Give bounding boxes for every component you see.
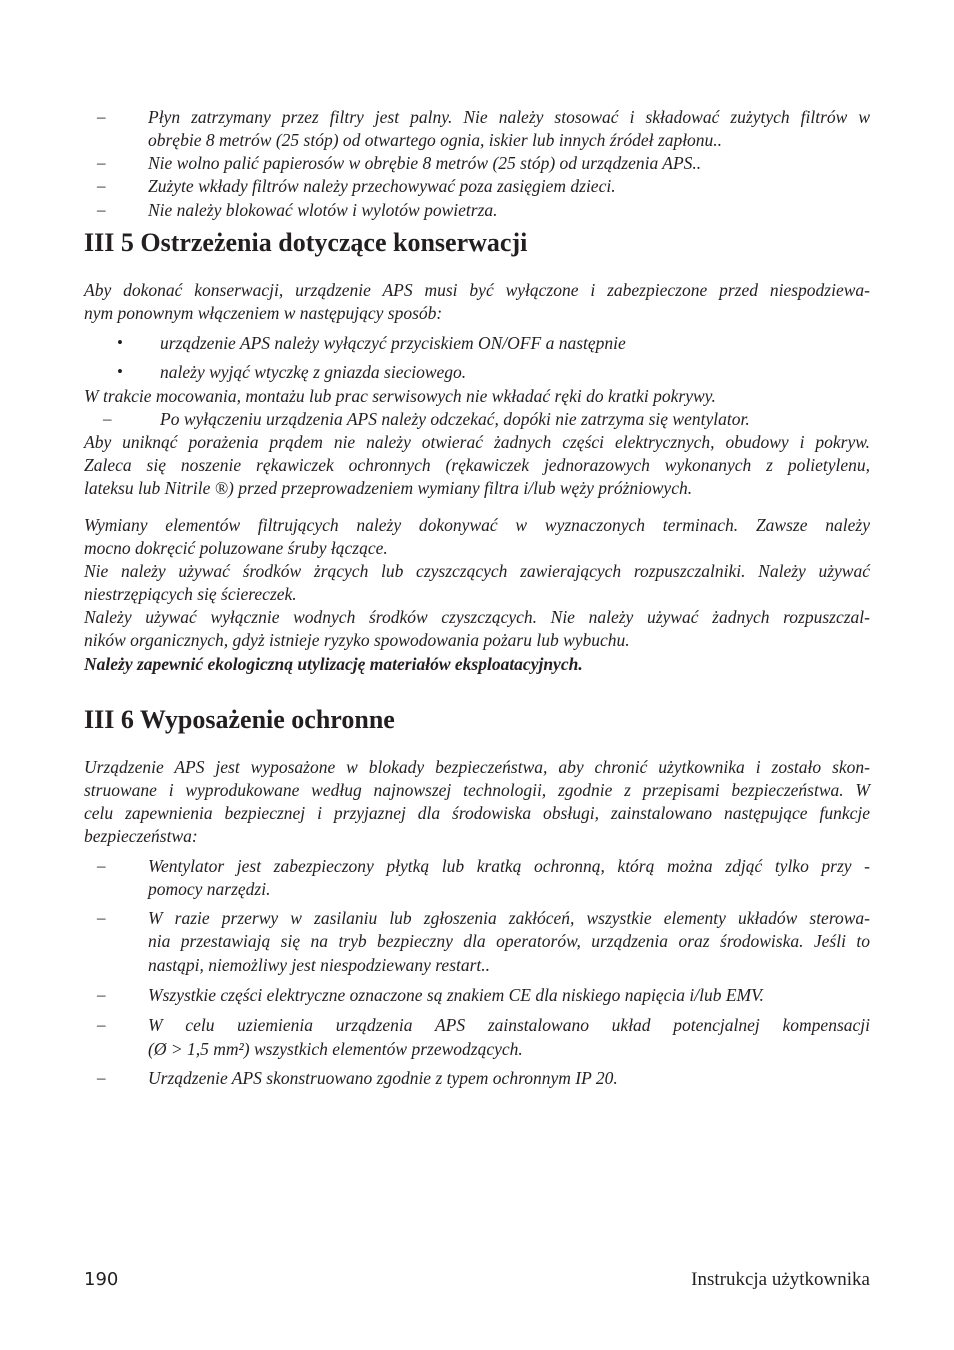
paragraph-line: mocno dokręcić poluzowane śruby łączące. — [84, 538, 388, 558]
paragraph-line: lateksu lub Nitrile ®) przed przeprowadzeniem wymiany filtra i/lub węży próżniowych. — [84, 478, 693, 498]
dash-marker-icon: – — [97, 153, 106, 172]
dash-item-line: nastąpi, niemożliwy jest niespodziewany restart.. — [148, 955, 491, 975]
dash-marker-icon: – — [97, 1015, 106, 1034]
dash-item-line: (Ø > 1,5 mm²) wszystkich elementów przewodzących. — [148, 1039, 523, 1059]
dash-marker-icon: – — [97, 1068, 106, 1087]
paragraph-line: Aby dokonać konserwacji, urządzenie APS musi być wyłączone i zabezpieczone przed niespodziewa- — [84, 280, 870, 300]
dash-item-line: obrębie 8 metrów (25 stóp) od otwartego ognia, iskier lub innych źródeł zapłonu.. — [148, 130, 723, 150]
dash-item-line: Płyn zatrzymany przez filtry jest palny. Nie należy stosować i składować zużytych filtrów w — [148, 107, 870, 127]
paragraph-line: niestrzępiących się ściereczek. — [84, 584, 297, 604]
paragraph-line: W trakcie mocowania, montażu lub prac serwisowych nie wkładać ręki do kratki pokrywy. — [84, 386, 716, 406]
dash-item-line: pomocy narzędzi. — [148, 879, 271, 899]
paragraph-line: Zaleca się noszenie rękawiczek ochronnych (rękawiczek jednorazowych wykonanych z polietylenu, — [84, 455, 870, 475]
dash-item-line: Zużyte wkłady filtrów należy przechowywać poza zasięgiem dzieci. — [148, 176, 616, 196]
dash-marker-icon: – — [97, 176, 106, 195]
bullet-marker-icon: • — [117, 362, 123, 381]
dash-marker-icon: – — [97, 856, 106, 875]
dash-item-line: Wentylator jest zabezpieczony płytką lub kratką ochronną, którą można zdjąć tylko przy - — [148, 856, 870, 876]
paragraph-line: celu zapewnienia bezpiecznej i przyjaznej dla środowiska obsługi, zainstalowano następujące funkcje — [84, 803, 870, 823]
dash-marker-icon: – — [97, 908, 106, 927]
bullet-item-line: należy wyjąć wtyczkę z gniazda sieciowego. — [160, 362, 467, 382]
dash-marker-icon: – — [97, 200, 106, 219]
paragraph-line: ników organicznych, gdyż istnieje ryzyko spowodowania pożaru lub wybuchu. — [84, 630, 630, 650]
paragraph-line: Urządzenie APS jest wyposażone w blokady bezpieczeństwa, aby chronić użytkownika i zostało skon- — [84, 757, 870, 777]
dash-item-line: Nie wolno palić papierosów w obrębie 8 metrów (25 stóp) od urządzenia APS.. — [148, 153, 702, 173]
paragraph-line: nym ponownym włączeniem w następujący sposób: — [84, 303, 443, 323]
footer-title: Instrukcja użytkownika — [691, 1269, 870, 1290]
section-heading: III 6 Wyposażenie ochronne — [84, 705, 395, 734]
dash-item-line: nia przestawiają się na tryb bezpieczny dla operatorów, urządzenia oraz środowiska. Jeśli to — [148, 931, 870, 951]
subdash-item-line: Po wyłączeniu urządzenia APS należy odczekać, dopóki nie zatrzyma się wentylator. — [160, 409, 750, 429]
paragraph-line: Nie należy używać środków żrących lub czyszczących zawierających rozpuszczalniki. Należy używać — [84, 561, 870, 581]
dash-item-line: W razie przerwy w zasilaniu lub zgłoszenia zakłóceń, wszystkie elementy układów sterowa- — [148, 908, 870, 928]
dash-item-line: Urządzenie APS skonstruowano zgodnie z typem ochronnym IP 20. — [148, 1068, 618, 1088]
page-number: 190 — [84, 1269, 119, 1290]
paragraph-line: bezpieczeństwa: — [84, 826, 198, 846]
bullet-item-line: urządzenie APS należy wyłączyć przyciskiem ON/OFF a następnie — [160, 333, 626, 353]
dash-marker-icon: – — [97, 985, 106, 1004]
bullet-marker-icon: • — [117, 333, 123, 352]
dash-item-line: W celu uziemienia urządzenia APS zainstalowano układ potencjalnej kompensacji — [148, 1015, 870, 1035]
paragraph-line: Aby uniknąć porażenia prądem nie należy otwierać żadnych części elektrycznych, obudowy i pokryw. — [84, 432, 870, 452]
paragraph-line: Wymiany elementów filtrujących należy dokonywać w wyznaczonych terminach. Zawsze należy — [84, 515, 870, 535]
dash-item-line: Nie należy blokować wlotów i wylotów powietrza. — [148, 200, 498, 220]
dash-marker-icon: – — [97, 107, 106, 126]
paragraph-line: Należy używać wyłącznie wodnych środków czyszczących. Nie należy używać żadnych rozpuszczal- — [84, 607, 870, 627]
bold-note: Należy zapewnić ekologiczną utylizację materiałów eksploatacyjnych. — [84, 654, 583, 674]
dash-marker-icon: – — [103, 409, 112, 428]
paragraph-line: struowane i wyprodukowane według najnowszej technologii, zgodnie z przepisami bezpieczeństwa. W — [84, 780, 870, 800]
section-heading: III 5 Ostrzeżenia dotyczące konserwacji — [84, 228, 528, 257]
dash-item-line: Wszystkie części elektryczne oznaczone są znakiem CE dla niskiego napięcia i/lub EMV. — [148, 985, 764, 1005]
